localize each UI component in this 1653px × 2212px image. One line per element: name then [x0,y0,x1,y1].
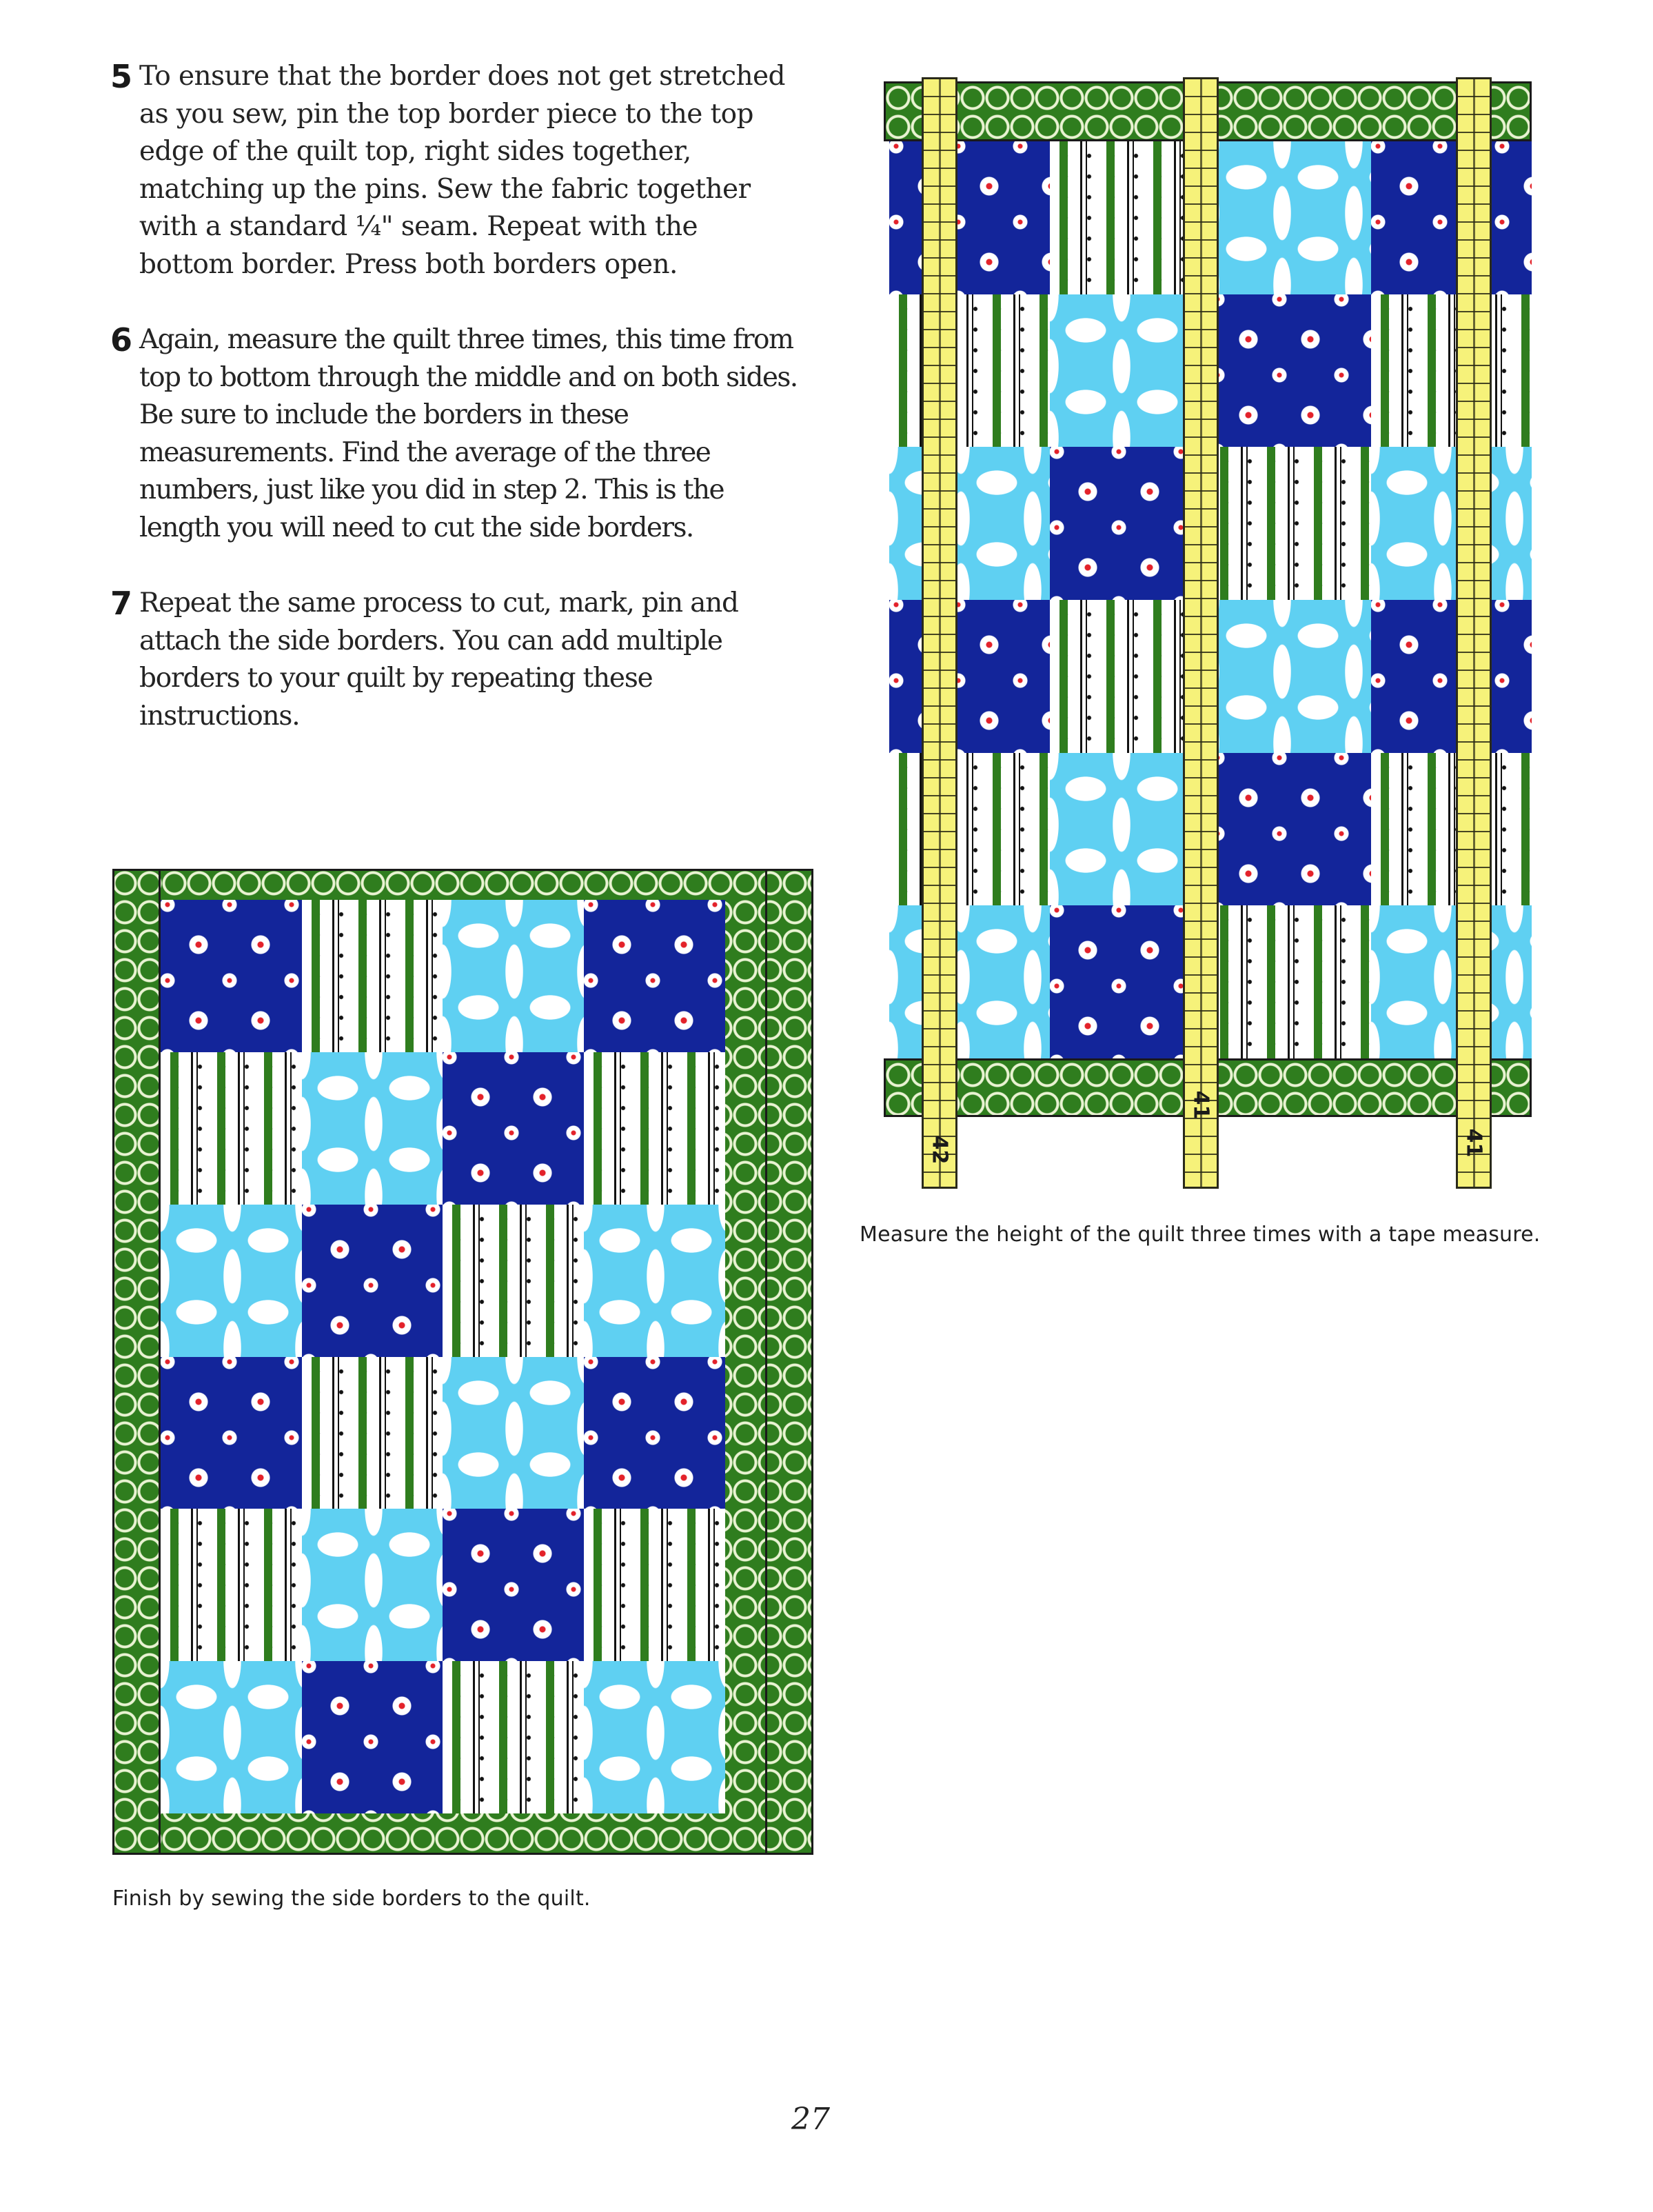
tape-measure-reading: 41 [1188,1090,1213,1120]
step-5 [110,58,800,283]
quilt-tile-flower [443,1052,584,1205]
quilt-tile-flower [302,1661,443,1813]
quilt-tile-oval [1371,447,1532,600]
quilt-tile-flower [1371,141,1532,294]
page-number: 27 [791,2102,830,2137]
quilt-tile-stripe [1210,447,1371,600]
tape-measure-right [1456,77,1492,1189]
quilt-tile-oval [161,1661,302,1813]
finished-quilt-caption: Finish by sewing the side borders to the quilt. [112,1887,591,1911]
quilt-tile-oval [889,905,1050,1058]
quilt-tile-stripe [584,1509,725,1661]
quilt-tile-stripe [302,900,443,1052]
step-number: 6 [110,321,132,359]
quilt-tile-oval [1210,600,1371,753]
tape-measure-reading: 42 [927,1135,952,1165]
quilt-tile-stripe [889,753,1050,906]
quilt-tile-flower [889,600,1050,753]
quilt-tile-stripe [584,1052,725,1205]
quilt-tile-flower [889,141,1050,294]
quilt-tile-oval [584,1661,725,1813]
quilt-tile-oval [443,900,584,1052]
quilt-tile-stripe [889,294,1050,448]
quilt-tile-oval [443,1357,584,1509]
finished-quilt-illustration [112,869,813,1855]
quilt-tile-stripe [1210,905,1371,1058]
step-text: To ensure that the border does not get stretched as you sew, pin the top border piece to the top edge of the quilt top, right sides together, matching up the pins. Sew the fabric together with a standard ¼" seam. Repeat with the bottom border. Press both borders open. [139,61,785,280]
quilt-tile-grid [161,900,724,1813]
quilt-tile-oval [161,1205,302,1357]
step-6 [110,321,800,547]
quilt-tile-stripe [443,1205,584,1357]
quilt-tile-flower [161,1357,302,1509]
quilt-tile-oval [302,1052,443,1205]
quilt-tile-flower [584,900,725,1052]
quilt-tile-oval [889,447,1050,600]
step-number: 5 [110,58,132,95]
step-text: Again, measure the quilt three times, this time from top to bottom through the middle and on both sides. Be sure to include the borders in these measurements. Find the average of the three numbers, just like you did in step 2. This is the length you will need to cut the side borders. [139,324,798,543]
quilt-tile-stripe [1371,753,1532,906]
quilt-tile-stripe [161,1052,302,1205]
quilt-tile-flower [1210,294,1371,448]
step-7 [110,585,800,735]
quilt-tile-flower [443,1509,584,1661]
side-border-seam-right [765,869,813,1855]
quilt-tile-flower [1210,753,1371,906]
quilt-tile-flower [161,900,302,1052]
quilt-tile-oval [302,1509,443,1661]
quilt-tile-stripe [1371,294,1532,448]
measure-quilt-caption: Measure the height of the quilt three times with a tape measure. [860,1223,1541,1247]
quilt-tile-stripe [443,1661,584,1813]
quilt-tile-stripe [302,1357,443,1509]
step-text: Repeat the same process to cut, mark, pin and attach the side borders. You can add multiple borders to your quilt by repeating these instructions. [139,587,738,732]
quilt-tile-oval [584,1205,725,1357]
step-number: 7 [110,585,132,622]
quilt-tile-flower [302,1205,443,1357]
tape-measure-left [922,77,957,1189]
quilt-tile-oval [1210,141,1371,294]
quilt-tile-oval [1371,905,1532,1058]
quilt-tile-stripe [161,1509,302,1661]
side-border-seam-left [112,869,161,1855]
tape-measure-reading: 41 [1461,1128,1486,1158]
tape-measure-middle [1183,77,1219,1189]
quilt-tile-flower [584,1357,725,1509]
quilt-tile-flower [1371,600,1532,753]
